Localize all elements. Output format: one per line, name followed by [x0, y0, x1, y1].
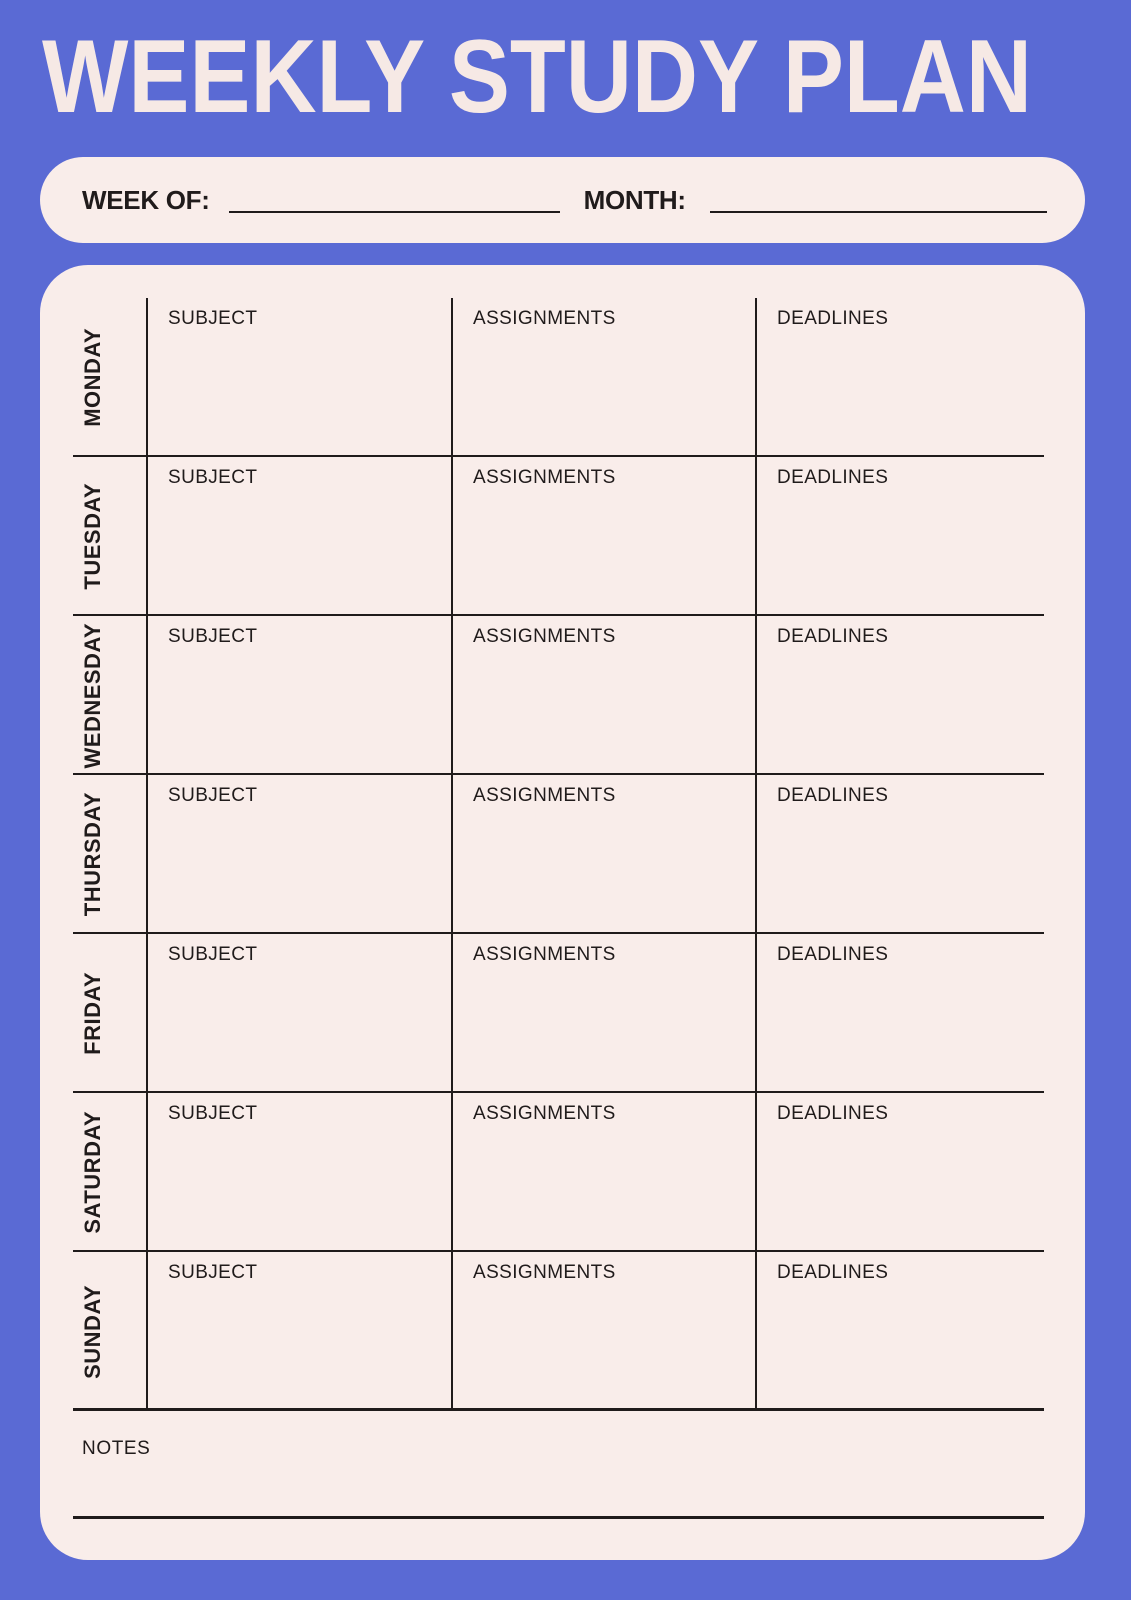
assignments-cell-wednesday[interactable]	[453, 616, 757, 775]
day-cell-tuesday	[40, 457, 148, 616]
day-label-friday: FRIDAY	[80, 972, 105, 1055]
column-header-deadlines: DEADLINES	[777, 626, 889, 647]
column-header-assignments: ASSIGNMENTS	[473, 1262, 616, 1283]
day-row-monday	[40, 298, 1044, 457]
deadlines-cell-thursday[interactable]	[757, 775, 1044, 934]
column-header-subject: SUBJECT	[168, 944, 258, 965]
column-header-assignments: ASSIGNMENTS	[473, 785, 616, 806]
week-of-label: WEEK OF:	[82, 184, 210, 215]
column-header-deadlines: DEADLINES	[777, 1262, 889, 1283]
column-header-assignments: ASSIGNMENTS	[473, 1103, 616, 1124]
day-cell-wednesday	[40, 616, 148, 775]
day-row-saturday	[40, 1093, 1044, 1252]
week-month-bar	[40, 157, 1085, 243]
column-header-deadlines: DEADLINES	[777, 1103, 889, 1124]
day-label-sunday: SUNDAY	[80, 1284, 105, 1379]
deadlines-cell-saturday[interactable]	[757, 1093, 1044, 1252]
day-cell-friday	[40, 934, 148, 1093]
day-label-thursday: THURSDAY	[80, 792, 105, 917]
column-header-deadlines: DEADLINES	[777, 785, 889, 806]
column-header-subject: SUBJECT	[168, 1103, 258, 1124]
column-header-subject: SUBJECT	[168, 308, 258, 329]
column-header-assignments: ASSIGNMENTS	[473, 308, 616, 329]
day-row-wednesday	[40, 616, 1044, 775]
subject-cell-tuesday[interactable]	[148, 457, 453, 616]
row-divider-line	[73, 1408, 1044, 1411]
day-label-tuesday: TUESDAY	[80, 483, 105, 590]
column-header-subject: SUBJECT	[168, 626, 258, 647]
column-header-assignments: ASSIGNMENTS	[473, 626, 616, 647]
column-header-assignments: ASSIGNMENTS	[473, 467, 616, 488]
study-table	[40, 298, 1044, 1411]
page-title-text: WEEKLY STUDY PLAN	[42, 19, 1032, 135]
assignments-cell-thursday[interactable]	[453, 775, 757, 934]
subject-cell-friday[interactable]	[148, 934, 453, 1093]
day-label-saturday: SATURDAY	[80, 1111, 105, 1234]
day-label-wednesday: WEDNESDAY	[80, 622, 105, 769]
day-cell-sunday	[40, 1252, 148, 1411]
day-cell-monday	[40, 298, 148, 457]
day-row-tuesday	[40, 457, 1044, 616]
column-header-assignments: ASSIGNMENTS	[473, 944, 616, 965]
day-row-sunday	[40, 1252, 1044, 1411]
subject-cell-wednesday[interactable]	[148, 616, 453, 775]
month-label: MONTH:	[583, 184, 686, 215]
column-header-deadlines: DEADLINES	[777, 944, 889, 965]
subject-cell-monday[interactable]	[148, 298, 453, 457]
page-title	[0, 0, 1131, 135]
column-header-subject: SUBJECT	[168, 1262, 258, 1283]
day-label-monday: MONDAY	[80, 328, 105, 427]
deadlines-cell-sunday[interactable]	[757, 1252, 1044, 1411]
assignments-cell-saturday[interactable]	[453, 1093, 757, 1252]
assignments-cell-monday[interactable]	[453, 298, 757, 457]
month-input-line[interactable]	[710, 211, 1047, 214]
column-header-subject: SUBJECT	[168, 785, 258, 806]
day-row-thursday	[40, 775, 1044, 934]
assignments-cell-tuesday[interactable]	[453, 457, 757, 616]
day-cell-thursday	[40, 775, 148, 934]
day-cell-saturday	[40, 1093, 148, 1252]
deadlines-cell-monday[interactable]	[757, 298, 1044, 457]
deadlines-cell-wednesday[interactable]	[757, 616, 1044, 775]
deadlines-cell-tuesday[interactable]	[757, 457, 1044, 616]
subject-cell-thursday[interactable]	[148, 775, 453, 934]
day-row-friday	[40, 934, 1044, 1093]
column-header-deadlines: DEADLINES	[777, 467, 889, 488]
week-of-input-line[interactable]	[229, 211, 560, 214]
notes-area[interactable]	[73, 1460, 1044, 1516]
notes-label: NOTES	[82, 1438, 151, 1459]
column-header-subject: SUBJECT	[168, 467, 258, 488]
assignments-cell-sunday[interactable]	[453, 1252, 757, 1411]
assignments-cell-friday[interactable]	[453, 934, 757, 1093]
subject-cell-sunday[interactable]	[148, 1252, 453, 1411]
subject-cell-saturday[interactable]	[148, 1093, 453, 1252]
notes-line[interactable]	[73, 1516, 1044, 1519]
column-header-deadlines: DEADLINES	[777, 308, 889, 329]
deadlines-cell-friday[interactable]	[757, 934, 1044, 1093]
planner-panel	[40, 265, 1085, 1560]
